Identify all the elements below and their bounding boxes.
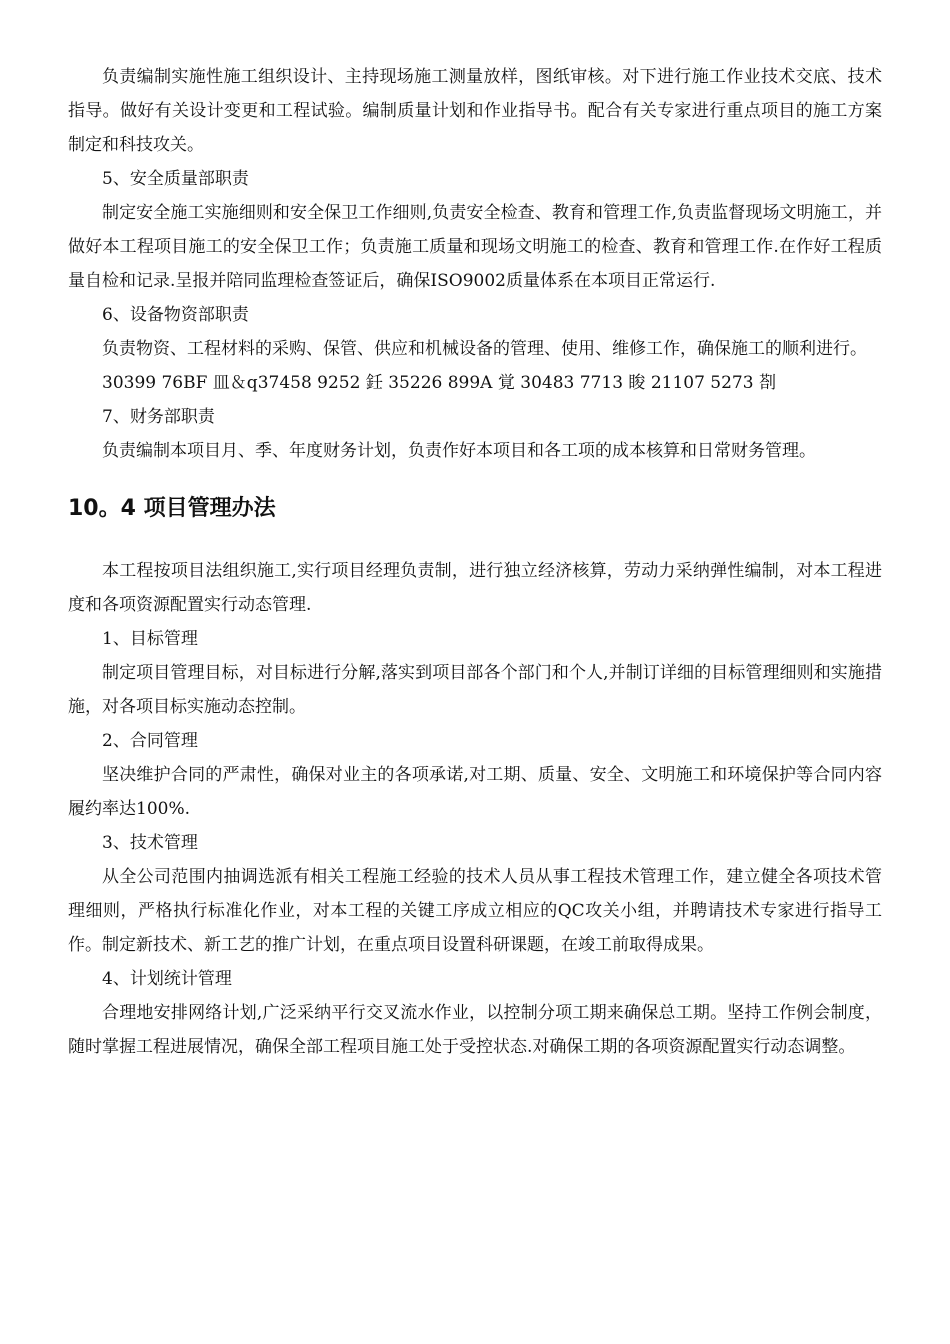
section-7-title: 7、财务部职责 [102, 407, 215, 427]
mgmt-2-title: 2、合同管理 [102, 731, 198, 751]
mgmt-2-text: 坚决维护合同的严肃性，确保对业主的各项承诺,对工期、质量、安全、文明施工和环境保护等合同内容履约率达100%. [68, 765, 882, 819]
mgmt-1-title: 1、目标管理 [102, 629, 198, 649]
mgmt-4-text: 合理地安排网络计划,广泛采纳平行交叉流水作业，以控制分项工期来确保总工期。坚持工作例会制度，随时掌握工程进展情况，确保全部工程项目施工处于受控状态.对确保工期的各项资源配置实行动态调整。 [68, 1003, 882, 1057]
section-7-text: 负责编制本项目月、季、年度财务计划，负责作好本项目和各工项的成本核算和日常财务管理。 [102, 441, 816, 461]
mgmt-4-title: 4、计划统计管理 [102, 969, 232, 989]
section-5-title: 5、安全质量部职责 [102, 169, 249, 189]
tech-dept-duties-text: 负责编制实施性施工组织设计、主持现场施工测量放样，图纸审核。对下进行施工作业技术交底、技术指导。做好有关设计变更和工程试验。编制质量计划和作业指导书。配合有关专家进行重点项目的施工方案制定和科技攻关。 [68, 67, 882, 155]
section-5-text: 制定安全施工实施细则和安全保卫工作细则,负责安全检查、教育和管理工作,负责监督现场文明施工，并做好本工程项目施工的安全保卫工作；负责施工质量和现场文明施工的检查、教育和管理工作.在作好工程质量自检和记录.呈报并陪同监理检查签证后，确保ISO9002质量体系在本项目正常运行. [68, 203, 882, 291]
section-6-title: 6、设备物资部职责 [102, 305, 249, 325]
mgmt-1-text: 制定项目管理目标，对目标进行分解,落实到项目部各个部门和个人,并制订详细的目标管理细则和实施措施，对各项目标实施动态控制。 [68, 663, 882, 717]
section-6-text: 负责物资、工程材料的采购、保管、供应和机械设备的管理、使用、维修工作，确保施工的顺利进行。 [102, 339, 867, 359]
mgmt-3-text: 从全公司范围内抽调选派有相关工程施工经验的技术人员从事工程技术管理工作，建立健全各项技术管理细则，严格执行标准化作业，对本工程的关键工序成立相应的QC攻关小组，并聘请技术专家进行指导工作。制定新技术、新工艺的推广计划，在重点项目设置科研课题，在竣工前取得成果。 [68, 867, 882, 955]
garbled-line: 30399 76BF 皿＆q37458 9252 鈓 35226 899A 覚 30483 7713 睃 21107 5273 剳 [102, 373, 776, 393]
management-intro-text: 本工程按项目法组织施工,实行项目经理负责制，进行独立经济核算，劳动力采纳弹性编制，对本工程进度和各项资源配置实行动态管理. [68, 561, 882, 615]
document-page [68, 60, 882, 1064]
mgmt-3-title: 3、技术管理 [102, 833, 198, 853]
section-heading-10-4: 10。4 项目管理办法 [68, 496, 276, 521]
